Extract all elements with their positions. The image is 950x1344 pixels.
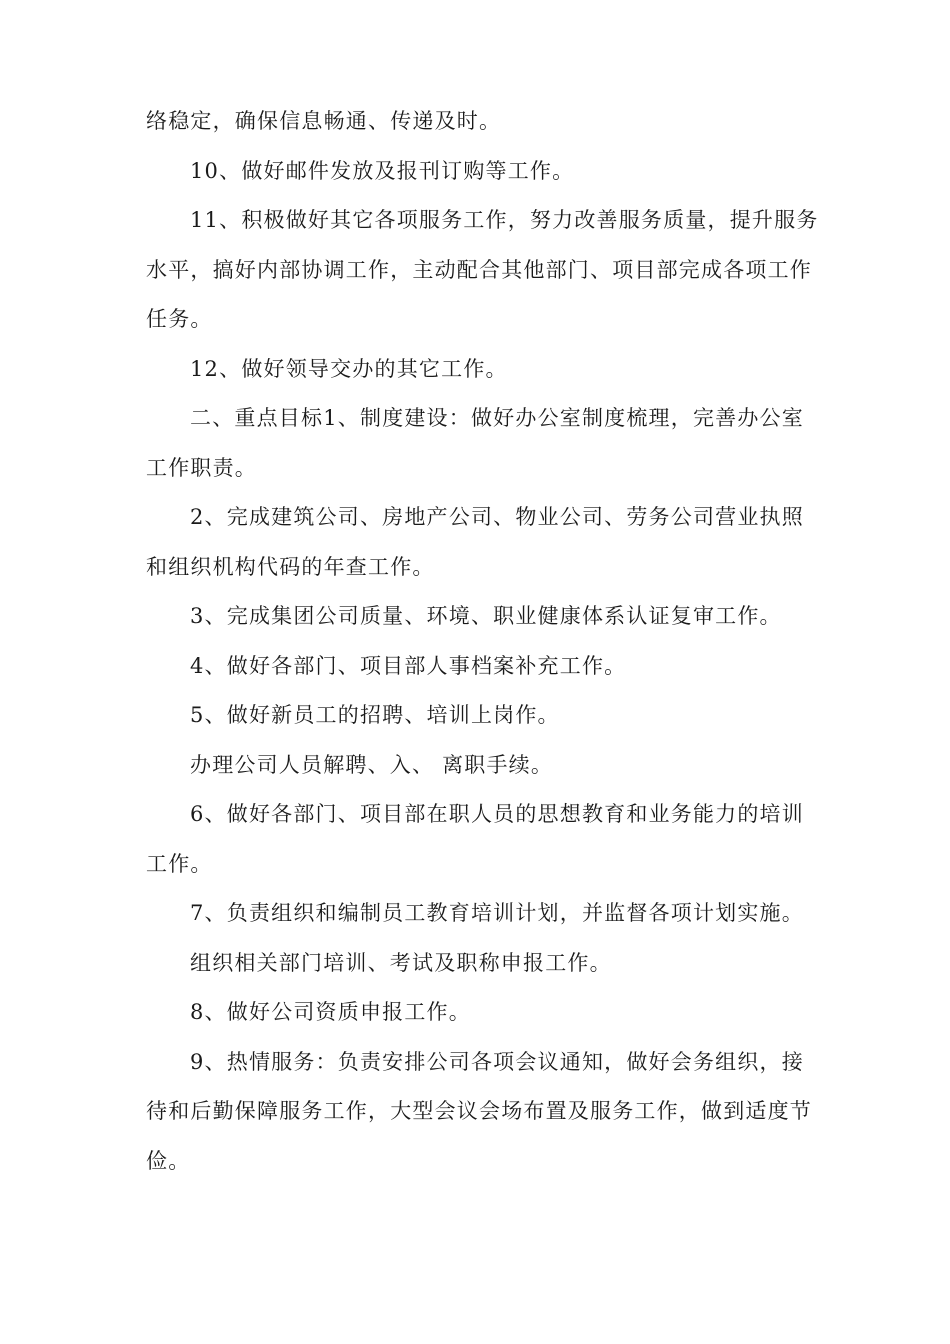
paragraph-2: 10、做好邮件发放及报刊订购等工作。: [190, 158, 575, 183]
paragraph-6: 2、完成建筑公司、房地产公司、物业公司、劳务公司营业执照和组织机构代码的年查工作。: [146, 505, 804, 579]
paragraph-14: 8、做好公司资质申报工作。: [190, 1000, 471, 1024]
paragraph-4: 12、做好领导交办的其它工作。: [190, 356, 508, 381]
paragraph-3: 11、积极做好其它各项服务工作，努力改善服务质量，提升服务水平，搞好内部协调工作，主动配合其他部门、项目部完成各项工作任务。: [146, 208, 819, 331]
paragraph-11: 6、做好各部门、项目部在职人员的思想教育和业务能力的培训工作。: [146, 802, 804, 876]
document-body: [146, 97, 826, 1186]
paragraph-12: 7、负责组织和编制员工教育培训计划，并监督各项计划实施。: [190, 901, 804, 925]
paragraph-10: 办理公司人员解聘、入、 离职手续。: [190, 752, 554, 777]
paragraph-8: 4、做好各部门、项目部人事档案补充工作。: [190, 653, 627, 678]
paragraph-5: 二、重点目标1、制度建设：做好办公室制度梳理，完善办公室工作职责。: [146, 406, 804, 480]
paragraph-7: 3、完成集团公司质量、环境、职业健康体系认证复审工作。: [190, 604, 782, 628]
paragraph-15: 9、热情服务：负责安排公司各项会议通知，做好会务组织，接待和后勤保障服务工作，大型会议会场布置及服务工作，做到适度节俭。: [146, 1049, 812, 1173]
paragraph-1: 络稳定，确保信息畅通、传递及时。: [146, 109, 502, 133]
paragraph-13: 组织相关部门培训、考试及职称申报工作。: [190, 950, 612, 975]
paragraph-9: 5、做好新员工的招聘、培训上岗作。: [190, 703, 560, 727]
